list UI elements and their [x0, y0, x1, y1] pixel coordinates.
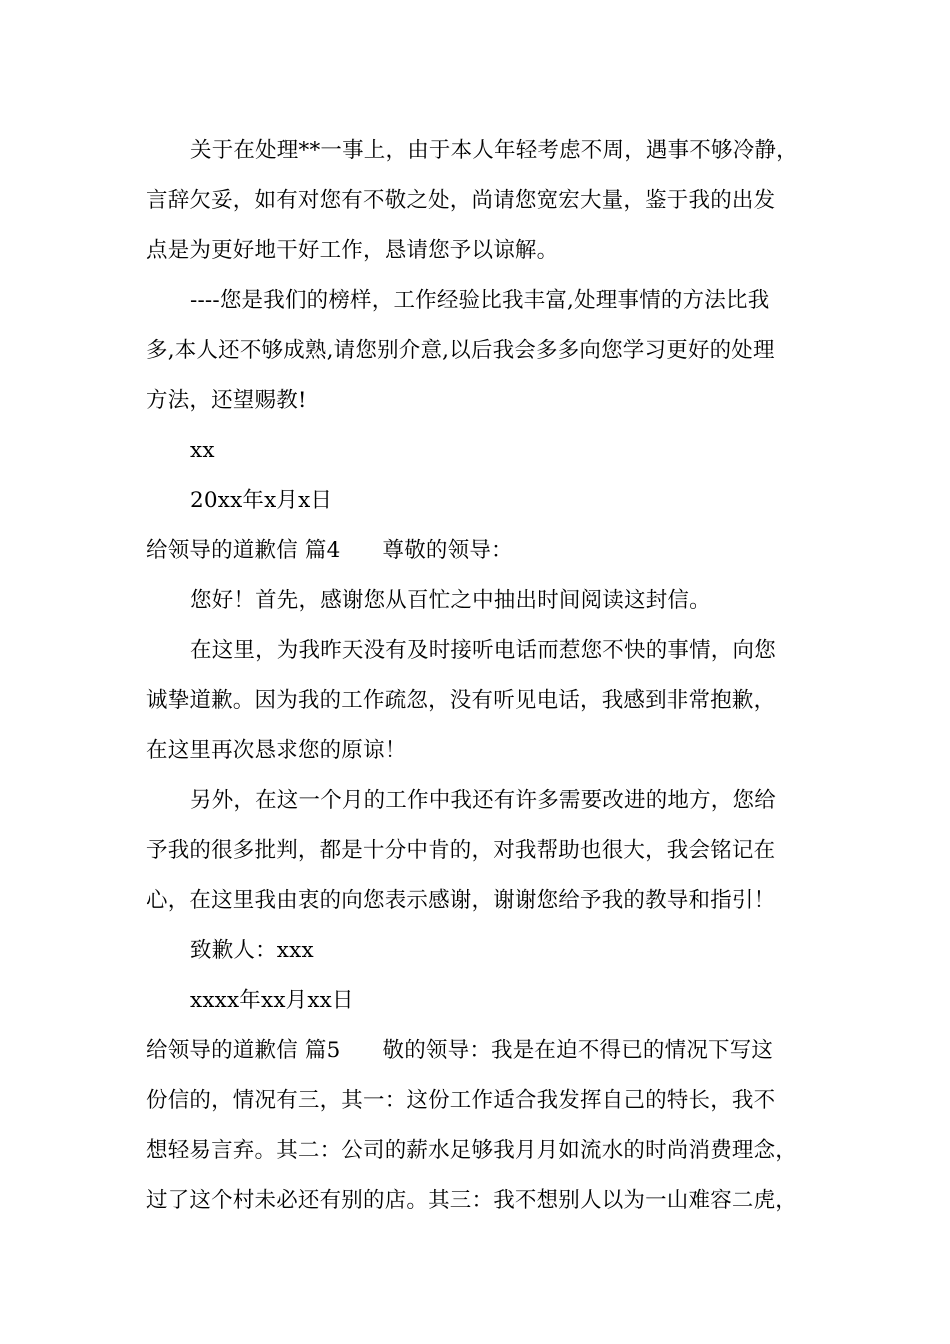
text-line: 您好！首先，感谢您从百忙之中抽出时间阅读这封信。	[190, 588, 711, 613]
section-heading-5	[146, 1026, 826, 1076]
signature: xx	[190, 438, 215, 463]
text-line: 另外，在这一个月的工作中我还有许多需要改进的地方，您给	[190, 788, 776, 813]
text-line: 份信的，情况有三，其一：这份工作适合我发挥自己的特长，我不	[146, 1088, 776, 1113]
text-line: 在这里，为我昨天没有及时接听电话而惹您不快的事情，向您	[190, 638, 776, 663]
text-line: 敬的领导：我是在迫不得已的情况下写这	[382, 1038, 774, 1063]
text-line: 关于在处理**一事上，由于本人年轻考虑不周，遇事不够冷静，	[190, 138, 798, 163]
section-title: 给领导的道歉信 篇4	[146, 538, 341, 563]
text-line: 言辞欠妥，如有对您有不敬之处，尚请您宽宏大量，鉴于我的出发	[146, 188, 776, 213]
text-line: 点是为更好地干好工作，恳请您予以谅解。	[146, 238, 559, 263]
text-line: 心，在这里我由衷的向您表示感谢，谢谢您给予我的教导和指引！	[146, 888, 776, 913]
signature: 致歉人：xxx	[190, 938, 314, 963]
date: 20xx年x月x日	[190, 488, 333, 513]
text-line: 方法，还望赐教!	[146, 388, 307, 413]
text-line: 诚挚道歉。因为我的工作疏忽，没有听见电话，我感到非常抱歉，	[146, 688, 776, 713]
date: xxxx年xx月xx日	[190, 988, 354, 1013]
salutation: 尊敬的领导：	[382, 538, 513, 563]
text-line: 予我的很多批判，都是十分中肯的，对我帮助也很大，我会铭记在	[146, 838, 776, 863]
text-line: 在这里再次恳求您的原谅！	[146, 738, 407, 763]
text-line: 多,本人还不够成熟,请您别介意,以后我会多多向您学习更好的处理	[146, 338, 775, 363]
text-line: ----您是我们的榜样，工作经验比我丰富,处理事情的方法比我	[190, 288, 770, 313]
section-heading-4	[146, 526, 826, 576]
document-page	[146, 126, 826, 1226]
text-line: 过了这个村未必还有别的店。其三：我不想别人以为一山难容二虎，	[146, 1188, 798, 1213]
section-title: 给领导的道歉信 篇5	[146, 1038, 341, 1063]
text-line: 想轻易言弃。其二：公司的薪水足够我月月如流水的时尚消费理念，	[146, 1138, 798, 1163]
